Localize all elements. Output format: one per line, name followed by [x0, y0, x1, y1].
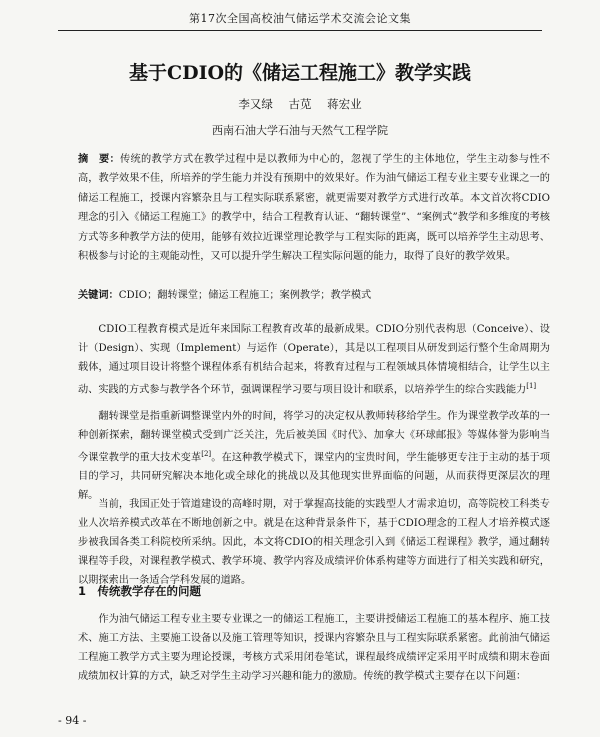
- paragraph-text: CDIO工程教育模式是近年来国际工程教育改革的最新成果。CDIO分别代表构思（Conceive）、设计（Design）、实现（Implement）与运作（Operate），其是以工程项目从研发到运行整个生命周期为载体，通过项目设计将整个课程体系有机结合起来，将教育过程与工程领域具体情境相结合，让学生以主动、实践的方式参与教学各个环节，强调课程学习要与项目设计和联系，以培养学生的综合实践能力: [78, 324, 550, 396]
- paper-title: 基于CDIO的《储运工程施工》教学实践: [128, 62, 472, 84]
- section-paragraph: 作为油气储运工程专业主要专业课之一的储运工程施工，主要讲授储运工程施工的基本程序、施工技术、施工方法、主要施工设备以及施工管理等知识，授课内容繁杂且与工程实际联系紧密。此前油气储运工程施工教学方式主要为理论授课，考核方式采用闭卷笔试，课程最终成绩评定采用平时成绩和期末卷面成绩加权计算的方式，缺乏对学生主动学习兴趣和能力的激励。传统的教学模式主要存在以下问题：: [78, 614, 550, 682]
- citation-ref: [1]: [526, 382, 537, 390]
- citation-ref: [2]: [201, 450, 212, 458]
- abstract: [78, 150, 550, 266]
- body-paragraph: 当前，我国正处于管道建设的高峰时期，对于掌握高技能的实践型人才需求迫切，高等院校工科类专业人次培养模式改革在不断地创新之中。就是在这种背景条件下，基于CDIO理念的工程人才培养模式逐步被我国各类工科院校所采纳。因此，本文将CDIO的相关理念引入到《储运工程课程》教学，通过翻转课程等手段，对课程教学模式、教学环境、教学内容及成绩评价体系构建等方面进行了相关实践和研究，以期探索出一条适合学科发展的道路。: [78, 499, 550, 586]
- running-header: 第17次全国高校油气储运学术交流会论文集: [58, 10, 542, 31]
- author-name: 蒋宏业: [327, 97, 362, 111]
- section-heading: 1 传统教学存在的问题: [78, 584, 202, 598]
- page-number: - 94 -: [58, 714, 87, 727]
- author-list: [40, 96, 560, 112]
- paragraph-text-continued: 。在这种教学模式下，课堂内的宝贵时间，学生能够更专注于主动的基于项目的学习，共同研究解决本地化或全球化的挑战以及其他现实世界面临的问题，从而获得更深层次的理解。: [78, 452, 551, 502]
- author-name: 古苋: [288, 97, 312, 111]
- affiliation: 西南石油大学石油与天然气工程学院: [212, 124, 388, 137]
- author-name: 李又绿: [238, 97, 273, 111]
- abstract-label: 摘 要：: [78, 154, 120, 165]
- keywords-text: CDIO；翻转课堂；储运工程施工；案例教学；教学模式: [118, 290, 372, 301]
- abstract-text: 传统的教学方式在教学过程中是以教师为中心的，忽视了学生的主体地位，学生主动参与性不高，教学效果不佳，所培养的学生能力并没有预期中的效果好。作为油气储运工程专业主要专业课之一的储运工程施工，授课内容繁杂且与工程实际联系紧密，就更需要对教学方式进行改革。本文首次将CDIO理念的引入《储运工程施工》的教学中，结合工程教育认证、“翻转课堂”、“案例式”教学和多维度的考核方式等多种教学方法的使用，能够有效拉近课堂理论教学与工程实际的距离，既可以培养学生主动思考、积极参与讨论的主观能动性，又可以提升学生解决工程实际问题的能力，取得了良好的教学效果。: [78, 154, 550, 263]
- keywords-label: 关键词：: [78, 290, 119, 301]
- body-paragraph: [78, 320, 550, 399]
- body-paragraph: [78, 407, 550, 505]
- paragraph-text: 翻转课堂是指重新调整课堂内外的时间，将学习的决定权从教师转移给学生。作为课堂教学改革的一种创新探索，翻转课堂模式受到广泛关注，先后被美国《时代》、加拿大《环球邮报》等媒体誉为影响当今课堂教学的重大技术变革: [78, 411, 550, 464]
- keywords: [78, 287, 550, 305]
